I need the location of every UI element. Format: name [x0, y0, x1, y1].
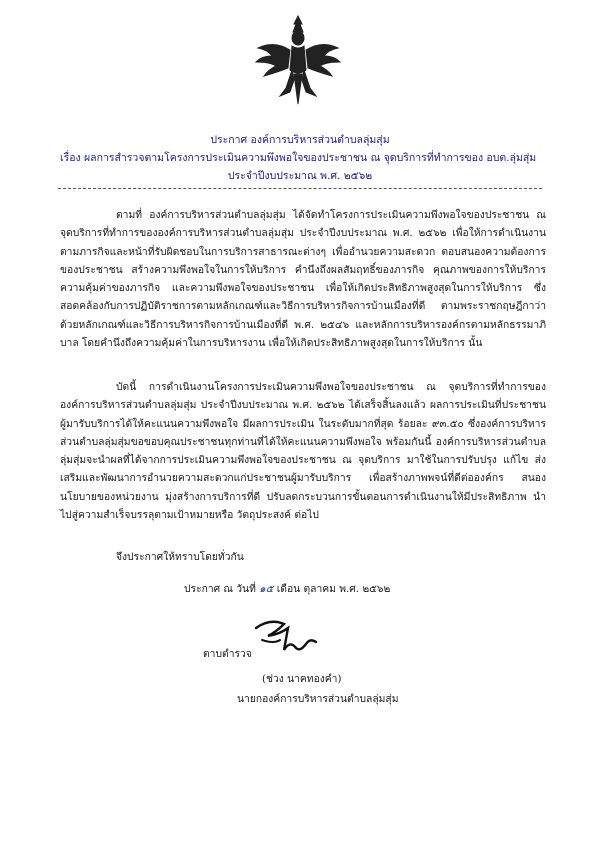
- fiscal-year: ประจำปีงบประมาณ พ.ศ. ๒๕๖๒: [227, 170, 373, 182]
- announcement-subject: เรื่อง ผลการสำรวจตามโครงการประเมินความพึงพอใจของประชาชน ณ จุดบริการที่ทำการของ อบต.ลุ่มสุ่ม: [60, 152, 537, 164]
- signature-label: ตาบตำรวจ: [203, 648, 252, 660]
- paragraph-text: ตามที่ องค์การบริหารส่วนตำบลลุ่มสุ่ม ได้จัดทำโครงการประเมินความพึงพอใจของประชาชน ณ จุดบริการที่ทำการขององค์การบริหารส่วนตำบลลุ่มสุ่ม ประจำปีงบประมาณ พ.ศ. ๒๕๖๒ เพื่อให้การดำเนินงานตามภารกิจและหน้าที่รับผิดชอบในการบริการสาธารณะต่างๆ เพื่ออำนวยความสะดวก ตอบสนองความต้องการของประชาชน สร้างความพึงพอใจในการให้บริการ คำนึงถึงผลสัมฤทธิ์ของภารกิจ คุณภาพของการให้บริการ ความคุ้มค่าของภารกิจ และความพึงพอใจของประชาชน เพื่อให้เกิดประสิทธิภาพสูงสุดในการให้บริการ ซึ่งสอดคล้องกับการปฏิบัติราชการตามหลักเกณฑ์และวิธีการบริหารกิจการบ้านเมืองที่ดี ตามพระราชกฤษฎีกาว่าด้วยหลักเกณฑ์และวิธีการบริหารกิจการบ้านเมืองที่ดี พ.ศ. ๒๕๔๖ และหลักการบริหารองค์กรตามหลักธรรมาภิบาล โดยคำนึงถึงความคุ้มค่าในการบริหารงาน เพื่อให้เกิดประสิทธิภาพสูงสุดในการให้บริการ นั้น: [60, 209, 546, 350]
- signer-position: นายกองค์การบริหารส่วนตำบลลุ่มสุ่ม: [237, 693, 399, 705]
- date-month-year: เดือน ตุลาคม พ.ศ. ๒๕๖๒: [276, 583, 391, 595]
- handwritten-signature: [250, 614, 320, 662]
- closing-notice: จึงประกาศให้ทราบโดยทั่วกัน: [116, 551, 244, 563]
- date-day: ๑๕: [259, 583, 274, 595]
- body-paragraph-1: [60, 206, 546, 352]
- date-prefix: ประกาศ ณ วันที่: [184, 583, 256, 595]
- garuda-emblem-icon: [248, 10, 348, 110]
- body-paragraph-2: [60, 378, 546, 524]
- divider: [58, 188, 542, 189]
- announcement-title: ประกาศ องค์การบริหารส่วนตำบลลุ่มสุ่ม: [210, 134, 390, 146]
- announcement-date: [184, 580, 390, 597]
- paragraph-text: บัดนี้ การดำเนินงานโครงการประเมินความพึงพอใจของประชาชน ณ จุดบริการที่ทำการขององค์การบริหารส่วนตำบลลุ่มสุ่ม ประจำปีงบประมาณ พ.ศ. ๒๕๖๒ ได้เสร็จสิ้นลงแล้ว ผลการประเมินที่ประชาชนผู้มารับบริการได้ให้คะแนนความพึงพอใจ มีผลการประเมิน ในระดับมากที่สุด ร้อยละ ๙๓.๕๐ ซึ่งองค์การบริหารส่วนตำบลลุ่มสุ่มขอขอบคุณประชาชนทุกท่านที่ได้ให้คะแนนความพึงพอใจ พร้อมกันนี้ องค์การบริหารส่วนตำบลลุ่มสุ่มจะนำผลที่ได้จากการประเมินความพึงพอใจของประชาชน ณ จุดบริการ มาใช้ในการปรับปรุง แก้ไข ส่งเสริมและพัฒนาการอำนวยความสะดวกแก่ประชาชนผู้มารับบริการ เพื่อสร้างภาพพจน์ที่ดีต่อองค์กร สนองนโยบายของหน่วยงาน มุ่งสร้างการบริการที่ดี ปรับลดกระบวนการขั้นตอนการดำเนินงานให้มีประสิทธิภาพ นำไปสู่ความสำเร็จบรรลุตามเป้าหมายหรือ วัตถุประสงค์ ต่อไป: [60, 381, 546, 522]
- signer-name: (ช่วง นาคทองคำ): [262, 673, 342, 685]
